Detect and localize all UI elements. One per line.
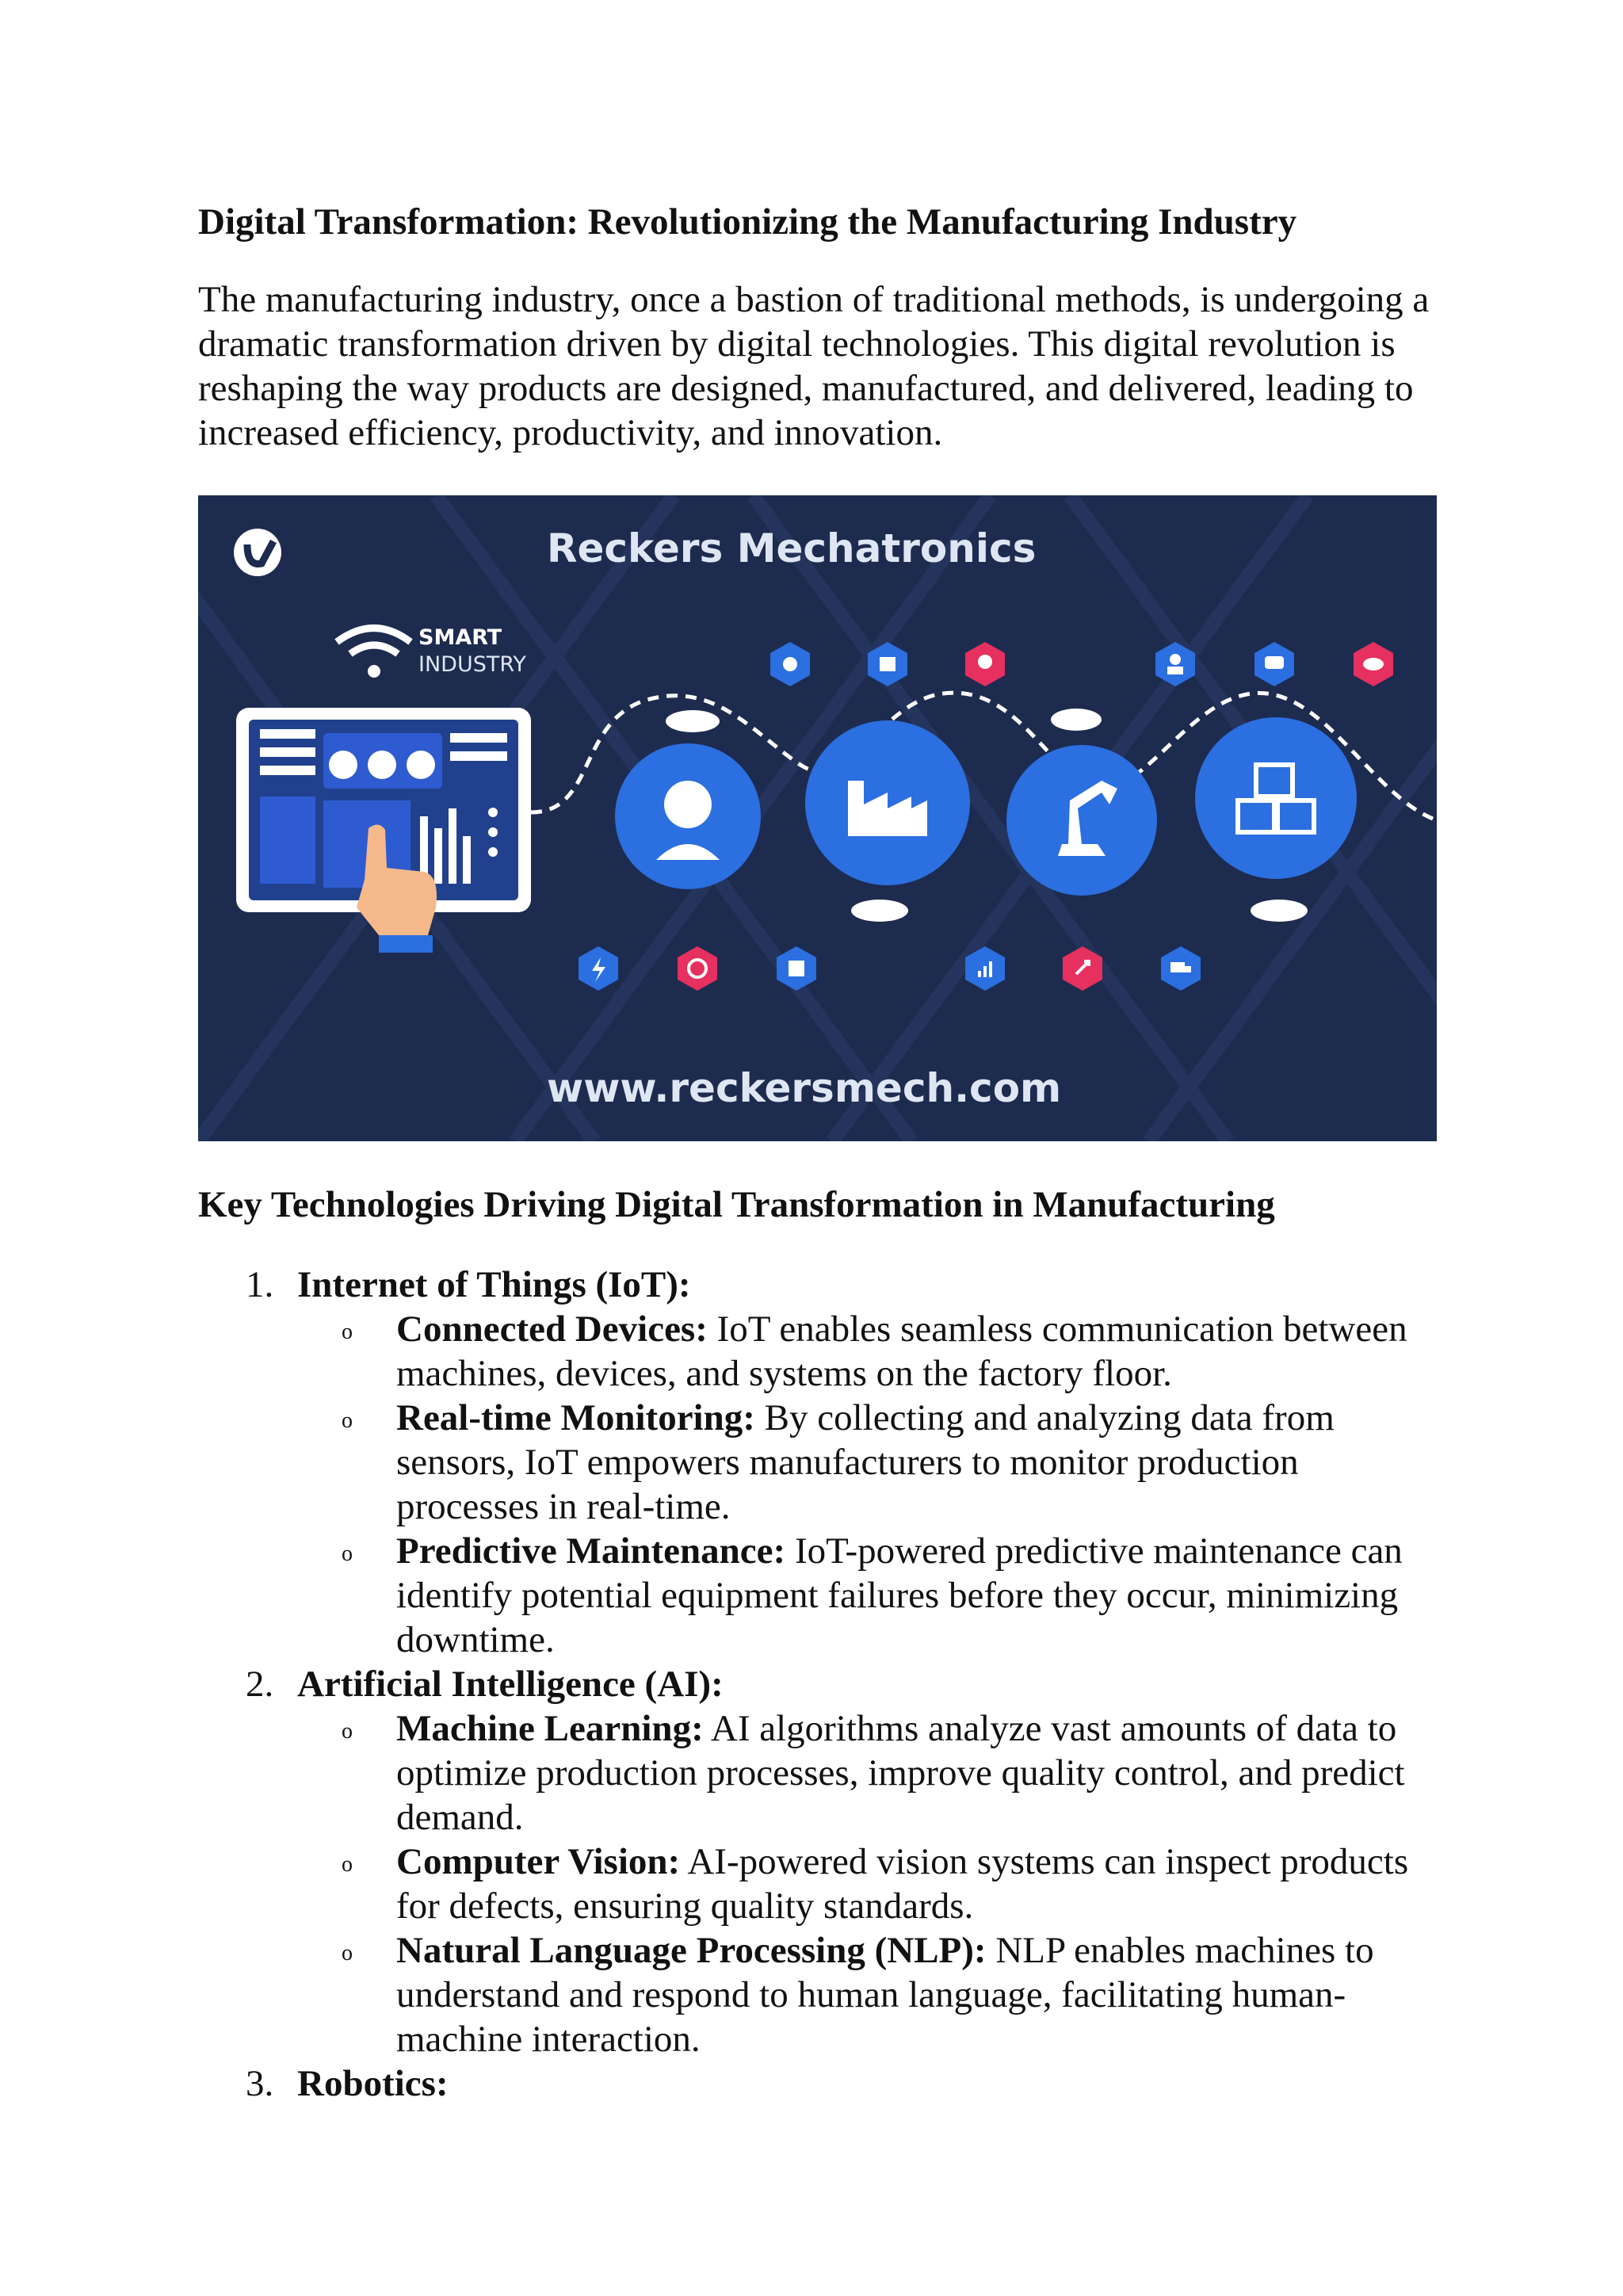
document-title: Digital Transformation: Revolutionizing the Manufacturing Industry	[198, 201, 1297, 243]
sub-item-label: Natural Language Processing (NLP):	[396, 1930, 987, 1971]
infographic-image	[198, 495, 1437, 1141]
item-title: Internet of Things (IoT):	[297, 1264, 691, 1305]
circle-bullet-icon: o	[342, 1408, 353, 1433]
item-number: 1.	[246, 1264, 274, 1305]
circle-bullet-icon: o	[342, 1320, 353, 1344]
circle-bullet-icon: o	[342, 1852, 353, 1877]
item-number: 3.	[246, 2063, 274, 2104]
sub-item	[297, 1529, 1442, 1662]
sub-item-text: IoT-powered predictive maintenance can identify potential equipment failures before they occur, minimizing downtime.	[396, 1530, 1403, 1660]
sub-item-text: IoT enables seamless communication between machines, devices, and systems on the factory floor.	[396, 1308, 1407, 1394]
list-item-ai	[198, 1662, 1442, 2061]
sub-item-text: By collecting and analyzing data from sensors, IoT empowers manufacturers to monitor production processes in real-time.	[396, 1397, 1335, 1527]
item-title: Robotics:	[297, 2063, 449, 2104]
sub-item-label: Connected Devices:	[396, 1308, 708, 1350]
circle-bullet-icon: o	[342, 1719, 353, 1744]
intro-paragraph: The manufacturing industry, once a bastion of traditional methods, is undergoing a dramatic transformation driven by digital technologies. This digital revolution is reshaping the way products are designed, manufactured, and delivered, leading to increased efficiency, productivity, and innovation.	[198, 279, 1430, 453]
factory-icon	[805, 720, 970, 885]
sub-item-text: AI algorithms analyze vast amounts of data to optimize production processes, improve quality control, and predict demand.	[396, 1708, 1405, 1838]
robot-arm-icon	[1006, 745, 1157, 896]
brand-logo-icon	[234, 529, 281, 576]
sub-item	[297, 1307, 1442, 1396]
sub-item-text: AI-powered vision systems can inspect products for defects, ensuring quality standards.	[396, 1841, 1409, 1927]
sub-item-text: NLP enables machines to understand and respond to human language, facilitating human-machine interaction.	[396, 1930, 1374, 2060]
technology-list	[198, 1263, 1442, 2106]
list-item-robotics	[198, 2061, 1442, 2106]
sub-item-label: Predictive Maintenance:	[396, 1530, 786, 1572]
item-number: 2.	[246, 1664, 274, 1705]
boxes-icon	[1195, 717, 1357, 879]
list-item-iot	[198, 1263, 1442, 1662]
section-title: Key Technologies Driving Digital Transformation in Manufacturing	[198, 1184, 1275, 1225]
brand-name: Reckers Mechatronics	[547, 525, 1037, 571]
sub-item	[297, 1928, 1442, 2061]
sub-item-label: Machine Learning:	[396, 1708, 704, 1749]
sub-item	[297, 1706, 1442, 1839]
smart-industry-graphic	[198, 495, 1437, 1141]
industry-label: INDUSTRY	[418, 652, 526, 677]
circle-bullet-icon: o	[342, 1941, 353, 1966]
item-title: Artificial Intelligence (AI):	[297, 1664, 724, 1705]
sub-item	[297, 1839, 1442, 1928]
smart-label: SMART	[418, 625, 502, 650]
circle-bullet-icon: o	[342, 1541, 353, 1566]
sub-item-label: Computer Vision:	[396, 1841, 681, 1882]
website-url: www.reckersmech.com	[547, 1065, 1062, 1111]
sub-item	[297, 1396, 1442, 1529]
sub-item-label: Real-time Monitoring:	[396, 1397, 755, 1438]
worker-icon	[615, 743, 761, 889]
